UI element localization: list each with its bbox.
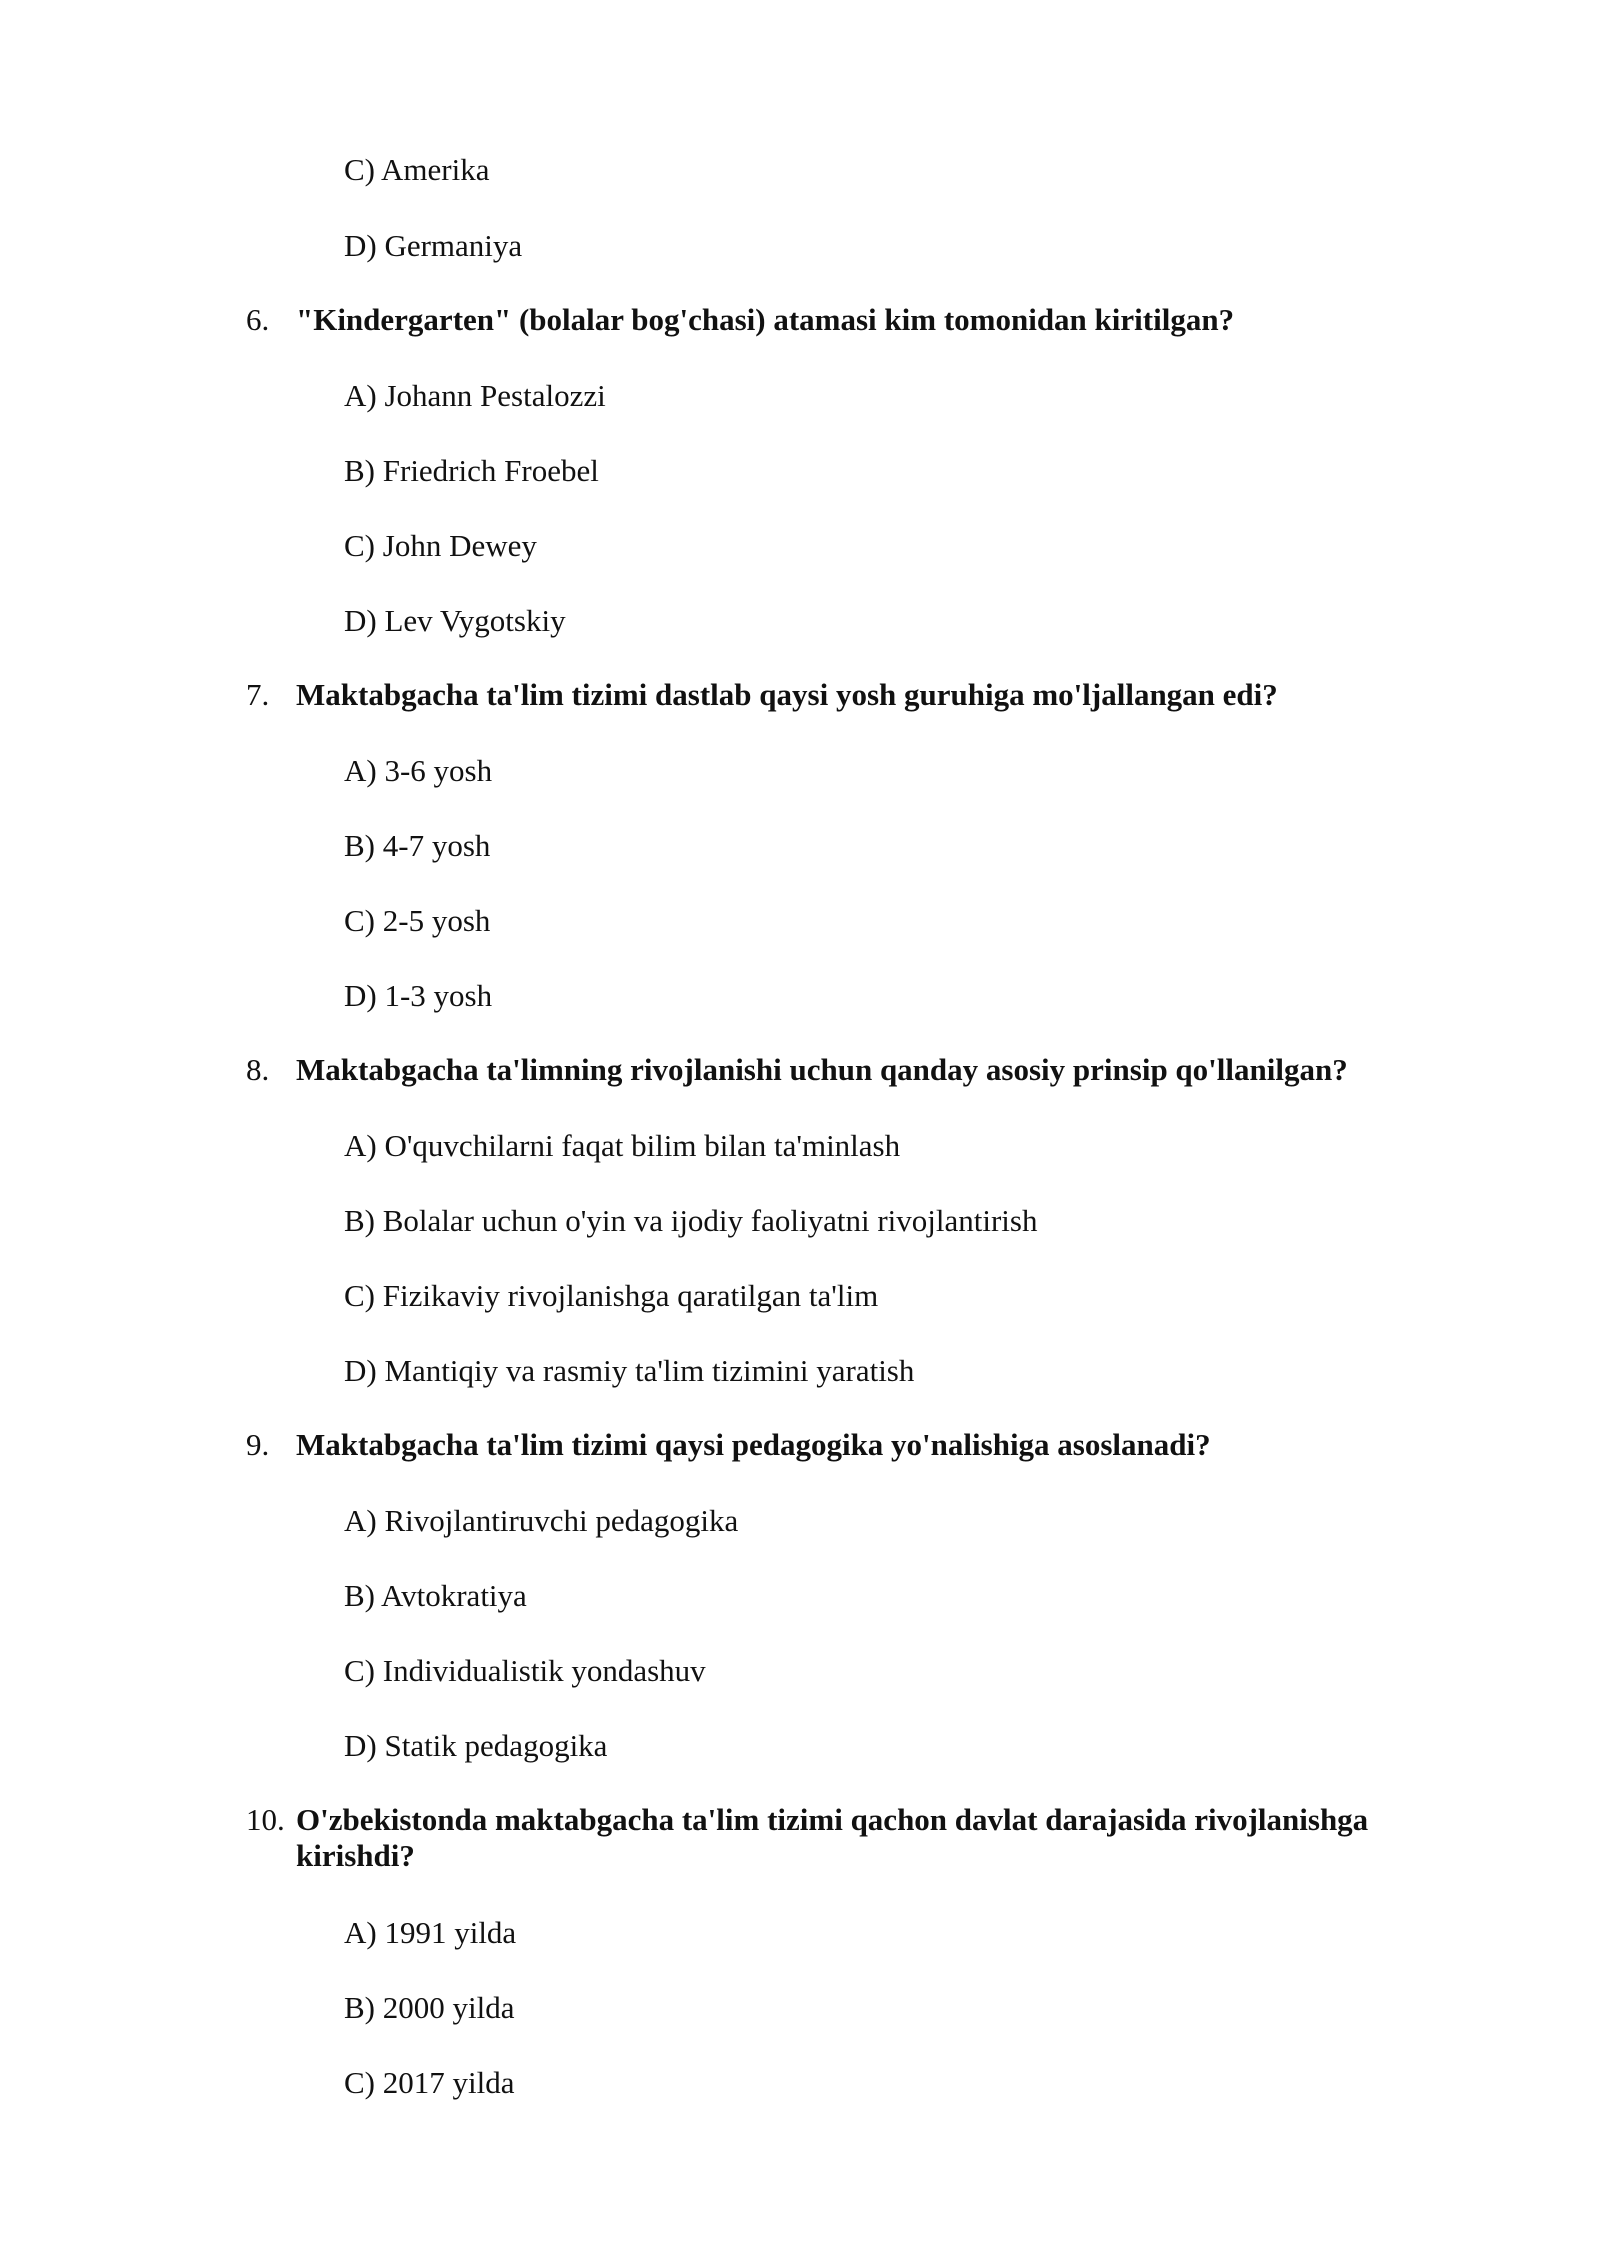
question-9-option-c: C) Individualistik yondashuv [344,1653,706,1688]
option-prev-d: D) Germaniya [344,228,523,263]
question-8-number: 8. [246,1052,270,1087]
question-9-option-b: B) Avtokratiya [344,1578,527,1613]
question-10-option-c: C) 2017 yilda [344,2065,515,2100]
question-8-option-a: A) O'quvchilarni faqat bilim bilan ta'minlash [344,1128,901,1163]
question-6-text: "Kindergarten" (bolalar bog'chasi) atamasi kim tomonidan kiritilgan? [296,302,1235,337]
option-prev-c: C) Amerika [344,152,490,187]
question-7-option-c: C) 2-5 yosh [344,903,491,938]
question-6-option-d: D) Lev Vygotskiy [344,603,566,638]
question-9-number: 9. [246,1427,270,1462]
question-7-option-a: A) 3-6 yosh [344,753,493,788]
question-7-option-b: B) 4-7 yosh [344,828,491,863]
question-10-text: O'zbekistonda maktabgacha ta'lim tizimi qachon davlat darajasida rivojlanishga kirishdi? [296,1802,1369,1873]
question-7-text: Maktabgacha ta'lim tizimi dastlab qaysi yosh guruhiga mo'ljallangan edi? [296,677,1278,712]
question-7-option-d: D) 1-3 yosh [344,978,493,1013]
question-10-option-a: A) 1991 yilda [344,1915,517,1950]
question-9-option-d: D) Statik pedagogika [344,1728,608,1763]
question-6-option-a: A) Johann Pestalozzi [344,378,606,413]
question-8-option-b: B) Bolalar uchun o'yin va ijodiy faoliyatni rivojlantirish [344,1203,1038,1238]
question-8-option-d: D) Mantiqiy va rasmiy ta'lim tizimini yaratish [344,1353,915,1388]
question-6-number: 6. [246,302,270,337]
question-8-option-c: C) Fizikaviy rivojlanishga qaratilgan ta'lim [344,1278,879,1313]
question-9-text: Maktabgacha ta'lim tizimi qaysi pedagogika yo'nalishiga asoslanadi? [296,1427,1211,1462]
question-10-option-b: B) 2000 yilda [344,1990,515,2025]
question-9-option-a: A) Rivojlantiruvchi pedagogika [344,1503,739,1538]
question-6-option-b: B) Friedrich Froebel [344,453,599,488]
question-6-option-c: C) John Dewey [344,528,537,563]
question-7-number: 7. [246,677,270,712]
question-10-number: 10. [246,1802,285,1837]
question-8-text: Maktabgacha ta'limning rivojlanishi uchun qanday asosiy prinsip qo'llanilgan? [296,1052,1348,1087]
